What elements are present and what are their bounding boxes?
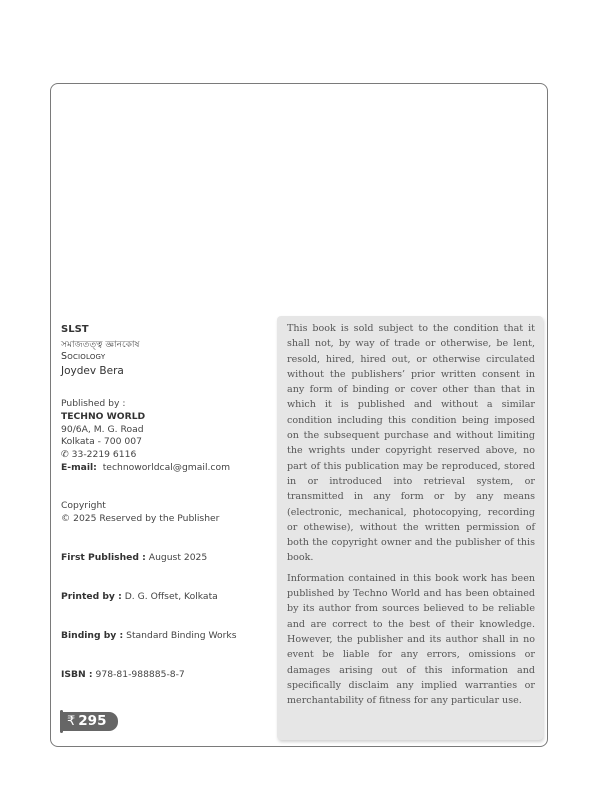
price-amount: 295 [78, 713, 107, 729]
series-title: SLST [61, 324, 89, 335]
printed-by-label: Printed by : [61, 591, 122, 602]
copyright-label: Copyright [61, 500, 106, 511]
subject: Sociology [61, 351, 106, 363]
rupee-icon: ₹ [67, 714, 76, 729]
email-address: technoworldcal@gmail.com [102, 461, 231, 473]
binding-by-value: Standard Binding Works [126, 630, 237, 641]
printed-by [61, 591, 218, 604]
notice-paragraph: Information contained in this book work has been published by Techno World and has been obtained by its author from sources believed to be reliable and are correct to the best of their knowledge. However, the publisher and its author shall in no event be liable for any errors, omissions or damages arising out of this information and specifically disclaim any implied warranties or merchantability of fitness for any particular use. [287, 572, 535, 707]
isbn-value: 978-81-988885-8-7 [95, 669, 185, 680]
binding-by [61, 630, 237, 643]
author-name: Joydev Bera [61, 364, 124, 377]
publisher-phone [61, 449, 230, 462]
publisher-address-line2: Kolkata - 700 007 [61, 436, 142, 448]
publisher-name: TECHNO WORLD [61, 410, 146, 422]
book-info [61, 324, 271, 377]
publisher-email [61, 462, 230, 475]
copyright-info [61, 500, 219, 526]
isbn [61, 669, 185, 682]
price-badge [62, 712, 118, 731]
isbn-label: ISBN : [61, 669, 93, 680]
phone-icon: ✆ [61, 449, 69, 461]
copyright-notice-box [277, 316, 543, 740]
phone-number: 33-2219 6116 [71, 449, 137, 461]
publisher-address-line1: 90/6A, M. G. Road [61, 423, 144, 435]
binding-by-label: Binding by : [61, 630, 124, 641]
email-label: E-mail: [61, 461, 97, 473]
copyright-text: © 2025 Reserved by the Publisher [61, 512, 220, 524]
publisher-info [61, 398, 230, 475]
first-published [61, 552, 207, 565]
first-published-value: August 2025 [148, 552, 208, 563]
bengali-title: সমাজতত্ত্ব জ্ঞানকোষ [61, 339, 140, 350]
first-published-label: First Published : [61, 552, 146, 563]
notice-paragraph: This book is sold subject to the condition that it shall not, by way of trade or otherwise, be lent, resold, hired, hired out, or otherwise circulated without the publishers’ prior written consent in any form of binding or cover other than that in which it is published and without a similar condition including this condition being imposed on the subsequent purchase and without limiting the wrights under copyright reserved above, no part of this publication may be reproduced, stored in or introduced into retrieval system, or transmitted in any form or by any means (electronic, mechanical, photocopying, recording or othewise), without the written permission of both the copyright owner and the publisher of this book. [287, 323, 535, 564]
published-by-label: Published by : [61, 398, 126, 409]
printed-by-value: D. G. Offset, Kolkata [124, 591, 218, 602]
